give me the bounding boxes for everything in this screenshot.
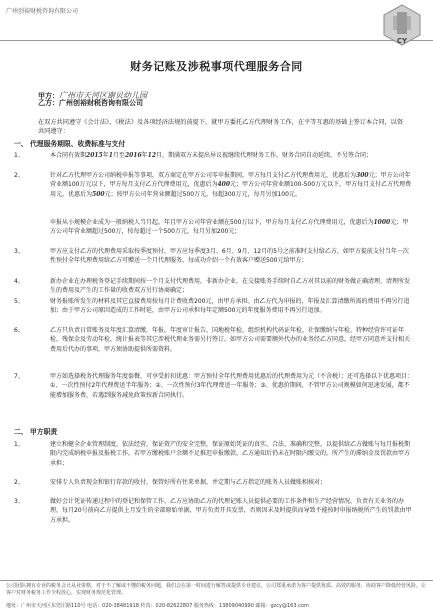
party-b [38,98,143,108]
clause-1-2 [14,171,414,199]
clause-number: 2、 [14,479,24,486]
clause-text: 甲方如选择税务代理服务年度套餐，可享受折扣优惠：甲方预付全年代理费用优惠后的代理费用为元（不含税）；还可选择以下优惠项目：①、一次性预付2年代理费送半年服务；②、一次性预付3年代理费送一年服务；③、优惠价期间，不管甲方公司规模如何迅速发展，都不能增加服务费，若遇到服务减免政策按新合同执行。 [50,373,414,399]
company-header: 广州创裕财税咨询有限公司 [6,8,79,15]
end-month: 12 [147,152,157,159]
company-logo-icon [379,2,425,48]
clause-1-3 [14,247,414,266]
party-a-label: 甲方： [38,92,59,100]
clause-number: 5、 [14,298,24,305]
section-1-number: 一、 [14,140,28,148]
section-1-heading [14,138,125,148]
clause-2-3 [14,497,414,525]
footer [0,580,433,615]
section-2-title: 甲方职责 [30,428,58,436]
footer-notice: 公司团队拥有专业的税务会计从业资格，对于不了解或不懂的税务问题，我们会在第一时间进行解答或提供专业建议，公司郑重承诺为客户提供优质、高效的服务，协助客户降低经营风险，让客户对财务税务工作全程放心，实现财务规范化管理。 [6,583,427,596]
clause-1-1 [14,151,414,160]
section-2-number: 二、 [14,428,28,436]
header-divider [0,40,433,41]
clause-1-5 [14,297,414,316]
end-year: 2016 [124,152,142,159]
clause-text: 做好会计凭证传递过程中的登记和保管工作，乙方应协助乙方的代理记账人员提供必要的工作条件和生产经营情况，负责有关业务的办理，每月20号前向乙方提供上月发生的全部原始单据，甲方负责开具发票，否则因未及时提供而导致不能按时申报纳税所产生的罚款由甲方承担。 [50,498,412,524]
clause-number: 3、 [14,248,24,255]
clause-number: 1、 [14,152,24,159]
start-year: 2015 [86,152,103,159]
clause-number: 1、 [14,441,24,448]
svg-text:CY: CY [396,37,408,45]
fee-zero-declare: 300 [356,172,369,179]
clause-text: 甲方应支付乙方的代理费用采取按季度预付，甲方应每季度3月、6月、9月、12月的5号之前准时支付给乙方，如甲方提前支付当年一次性预付全年代理费用给乙方可赠送一个月代理服务，每成功介绍一个有效客户赠送500元给甲方； [50,248,409,265]
clause-1-4 [14,277,414,296]
clause-2-2 [14,478,414,487]
clause-text: 财务报账所发生的材料及其它直接费用按每月计费收费200元，由甲方承担。由乙方代为申报的，年报及汇算清缴所需的费用不再另行追加；由于甲方公司原因造成的工作时延，由甲方公司承担每年定额500元的年度服务费用不再另行追加。 [50,298,410,315]
clause-text: 乙方只负责日常账务及年度汇算清缴，年报，年度审计报告，国地税年检，组织机构代码证年检，社保缴纳与年检，特种经营许可证年检，残保金及劳动年检，统计报表等其它涉税代理业务需另行签订。如甲方公司需要额外代办的业务经乙方同意，经甲方同意并支付相关费用后代办的事项，甲方须协助提供所需资料。 [50,327,411,353]
section-2-heading [14,426,57,436]
clause-text: 本合同有效期2015年1月至2016年12月，期满双方未提出异议视继续代理财务工作，财务合同自动延续，不另签合同； [50,152,373,159]
clause-text: 建立和健全企业管理制度，依法经营，保证资产的安全完整，保证原始凭证的真实、合法、准确和完整，以提供给乙方做账与每月报税期限内完成纳税申报及报税工作，若甲方缴税账户余额不足推迟申报缴款，乙方通知后仍未在时限内缴交的，所产生的滞纳金及罚款由甲方承担； [50,441,411,467]
clause-1-7 [14,372,414,400]
clause-text: 新办企业在办理税务登记手续期间按一个月支付代理费用，非新办企业，在交接账务手续时自乙方对其以前的财务做正确清理，清理所发生的费用及产生的工作量的收费双方另行协商确定； [50,278,411,295]
clause-number: 3、 [14,498,24,505]
clause-number: 7、 [14,373,24,380]
fee-general-taxpayer: 1000 [373,219,391,226]
footer-contact: 地址：广州市天河区东莞庄路110号 电话：020-38481918 传真：020-82622807 服务热线：13809040990 邮箱：gzcy@163.com [6,603,309,609]
clause-number: 4、 [14,278,24,285]
party-b-label: 乙方： [38,99,59,107]
party-b-value: 广州创裕财税咨询有限公司 [59,99,143,107]
clause-text: 安排专人负责现金和银行存款的收付，保管好所有往来单据，并定期与乙方指定的账务人员做账相核对； [50,479,327,486]
intro-paragraph: 在双方共同遵守《会计法》、《税法》及各项经济法规的前提下，就甲方委托乙方代理财务工作，在平等互惠的基础上签订本合同，以资共同遵守： [38,119,404,135]
clause-text: 针对乙方代理甲方公司纳税申报等事项，双方商定在甲方公司零申报期间，甲方每月支付乙方代理费用元，优惠后为300元；甲方公司年营业额100万元以下，甲方每月支付乙方代理费用元，优惠后为400元；甲方公司年营业额100-500万元以下，甲方每月支付乙方代理费用元，优惠后为500元；按甲方公司年营业额超过500万元，每超300万元，每月另加100元。 [50,172,412,198]
clause-1-2b [14,218,414,237]
clause-1-6 [14,326,414,354]
fee-1m-5m: 500 [92,190,105,198]
clause-2-1 [14,440,414,468]
fee-under-1m: 400 [217,181,230,189]
clause-number: 6、 [14,327,24,334]
party-a-value: 广州市天河区谢贝幼儿园 [59,91,147,100]
clause-text: 申报从小规模企业成为一般纳税人当月起，年且甲方公司年营业额在500万以下，甲方每月支付乙方代理费用元，优惠后为1000元；甲方公司年营业额超过500万，按每超过一个500万元，每月另加200元； [50,219,409,236]
clause-number: 2、 [14,172,24,179]
start-month: 1 [108,152,113,159]
contract-title: 财务记账及涉税事项代理服务合同 [130,60,303,73]
section-1-title: 代理服务期限、收费标准与支付 [30,140,126,148]
